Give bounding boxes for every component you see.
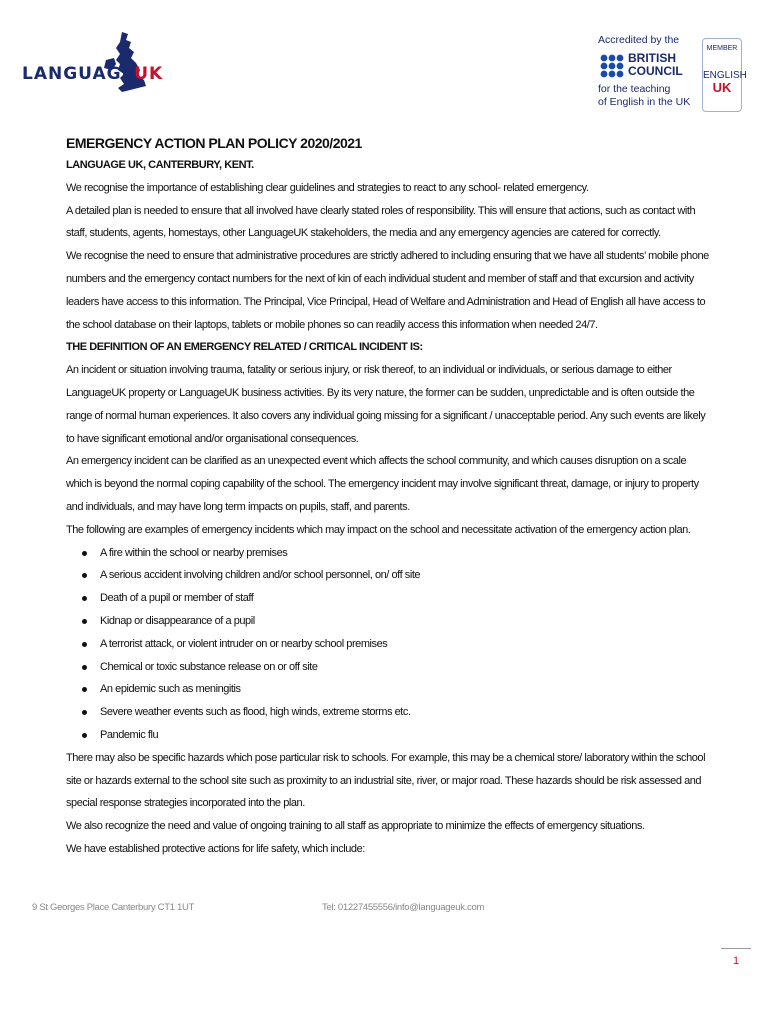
list-item: Severe weather events such as flood, high winds, extreme storms etc. [82, 701, 714, 724]
footer-address: 9 St Georges Place Canterbury CT1 1UT [32, 902, 195, 913]
document-subtitle: LANGUAGE UK, CANTERBURY, KENT. [66, 159, 254, 171]
british-council-dots-icon [600, 54, 624, 78]
accreditation-teach-line2: of English in the UK [598, 96, 691, 108]
paragraph-clarification: An emergency incident can be clarified as an unexpected event which affects the school community, and which causes disruption on a scale which is beyond the normal coping capability of the school. The emergency incident may involve significant threat, damage, or injury to property and individuals, and may have long term impacts on pupils, staff, and parents. [66, 455, 699, 513]
british-council-accreditation [598, 34, 698, 114]
british-council-line2: COUNCIL [628, 64, 683, 78]
british-council-name [628, 52, 683, 78]
member-english-label: ENGLISH [703, 70, 747, 81]
paragraph-hazards: There may also be specific hazards which pose particular risk to schools. For example, this may be a chemical store/ laboratory within the school site or hazards external to the school site such as proximity to an industrial site, river, or major road. These hazards should be risk assessed and special response strategies incorporated into the plan. [66, 751, 706, 810]
list-item: A fire within the school or nearby premises [82, 542, 714, 565]
accreditation-teach-line1: for the teaching [598, 83, 671, 95]
paragraph-examples-intro: The following are examples of emergency incidents which may impact on the school and necessitate activation of the emergency action plan. [66, 523, 691, 536]
page-number-rule [721, 948, 751, 949]
footer-contact: Tel: 01227455556/info@languageuk.com [322, 902, 485, 913]
paragraph-intro: We recognise the importance of establishing clear guidelines and strategies to react to any school- related emergency. [66, 181, 589, 194]
paragraph-protective-actions: We have established protective actions for life safety, which include: [66, 842, 365, 855]
paragraph-definition: An incident or situation involving trauma, fatality or serious injury, or risk thereof, to an individual or individuals, or serious damage to either LanguageUK property or LanguageUK business activities. By its very nature, the former can be sudden, unpredictable and is often outside the range of normal human experiences. It also covers any individual going missing for a significant / unacceptable period. Any such events are likely to have significant emotional and/or organisational consequences. [66, 364, 706, 445]
definition-heading: THE DEFINITION OF AN EMERGENCY RELATED / CRITICAL INCIDENT IS: [66, 341, 423, 354]
paragraph-roles: A detailed plan is needed to ensure that all involved have clearly stated roles of responsibility. This will ensure that actions, such as contact with staff, students, agents, homestays, other LanguageUK stakeholders, the media and any emergency agencies are catered for correctly. [66, 204, 696, 240]
emergency-examples-list [66, 542, 714, 747]
list-item: Death of a pupil or member of staff [82, 587, 714, 610]
british-council-line1: BRITISH [628, 51, 676, 65]
list-item: An epidemic such as meningitis [82, 678, 714, 701]
paragraph-training: We also recognize the need and value of ongoing training to all staff as appropriate to minimize the effects of emergency situations. [66, 820, 645, 833]
list-item: Pandemic flu [82, 724, 714, 747]
member-label: MEMBER [706, 45, 738, 52]
list-item: A terrorist attack, or violent intruder on or nearby school premises [82, 633, 714, 656]
list-item: A serious accident involving children and/or school personnel, on/ off site [82, 564, 714, 587]
british-council-logo [598, 52, 698, 82]
logo-text-accent: UK [134, 64, 164, 84]
list-item: Chemical or toxic substance release on or off site [82, 656, 714, 679]
paragraph-procedures: We recognise the need to ensure that administrative procedures are strictly adhered to including ensuring that we have all students’ mobile phone numbers and the emergency contact numbers for the next of kin of each individual student and member of staff and that excursion and activity leaders have access to this information. The Principal, Vice Principal, Head of Welfare and Administration and Head of English all have access to the school database on their laptops, tablets or mobile phones so can readily access this information when needed 24/7. [66, 250, 709, 331]
languageuk-logo [22, 30, 164, 100]
policy-content [66, 132, 714, 861]
logo-wordmark [22, 64, 163, 84]
logo-text-main: LANGUAGE [22, 64, 135, 84]
english-uk-member-badge [702, 38, 747, 112]
uk-map-icon [100, 30, 150, 96]
page-number: 1 [733, 955, 740, 967]
member-uk-label: UK [712, 80, 732, 95]
list-item: Kidnap or disappearance of a pupil [82, 610, 714, 633]
accreditation-by-label: Accredited by the [598, 34, 680, 46]
document-title: EMERGENCY ACTION PLAN POLICY 2020/2021 [66, 135, 362, 151]
